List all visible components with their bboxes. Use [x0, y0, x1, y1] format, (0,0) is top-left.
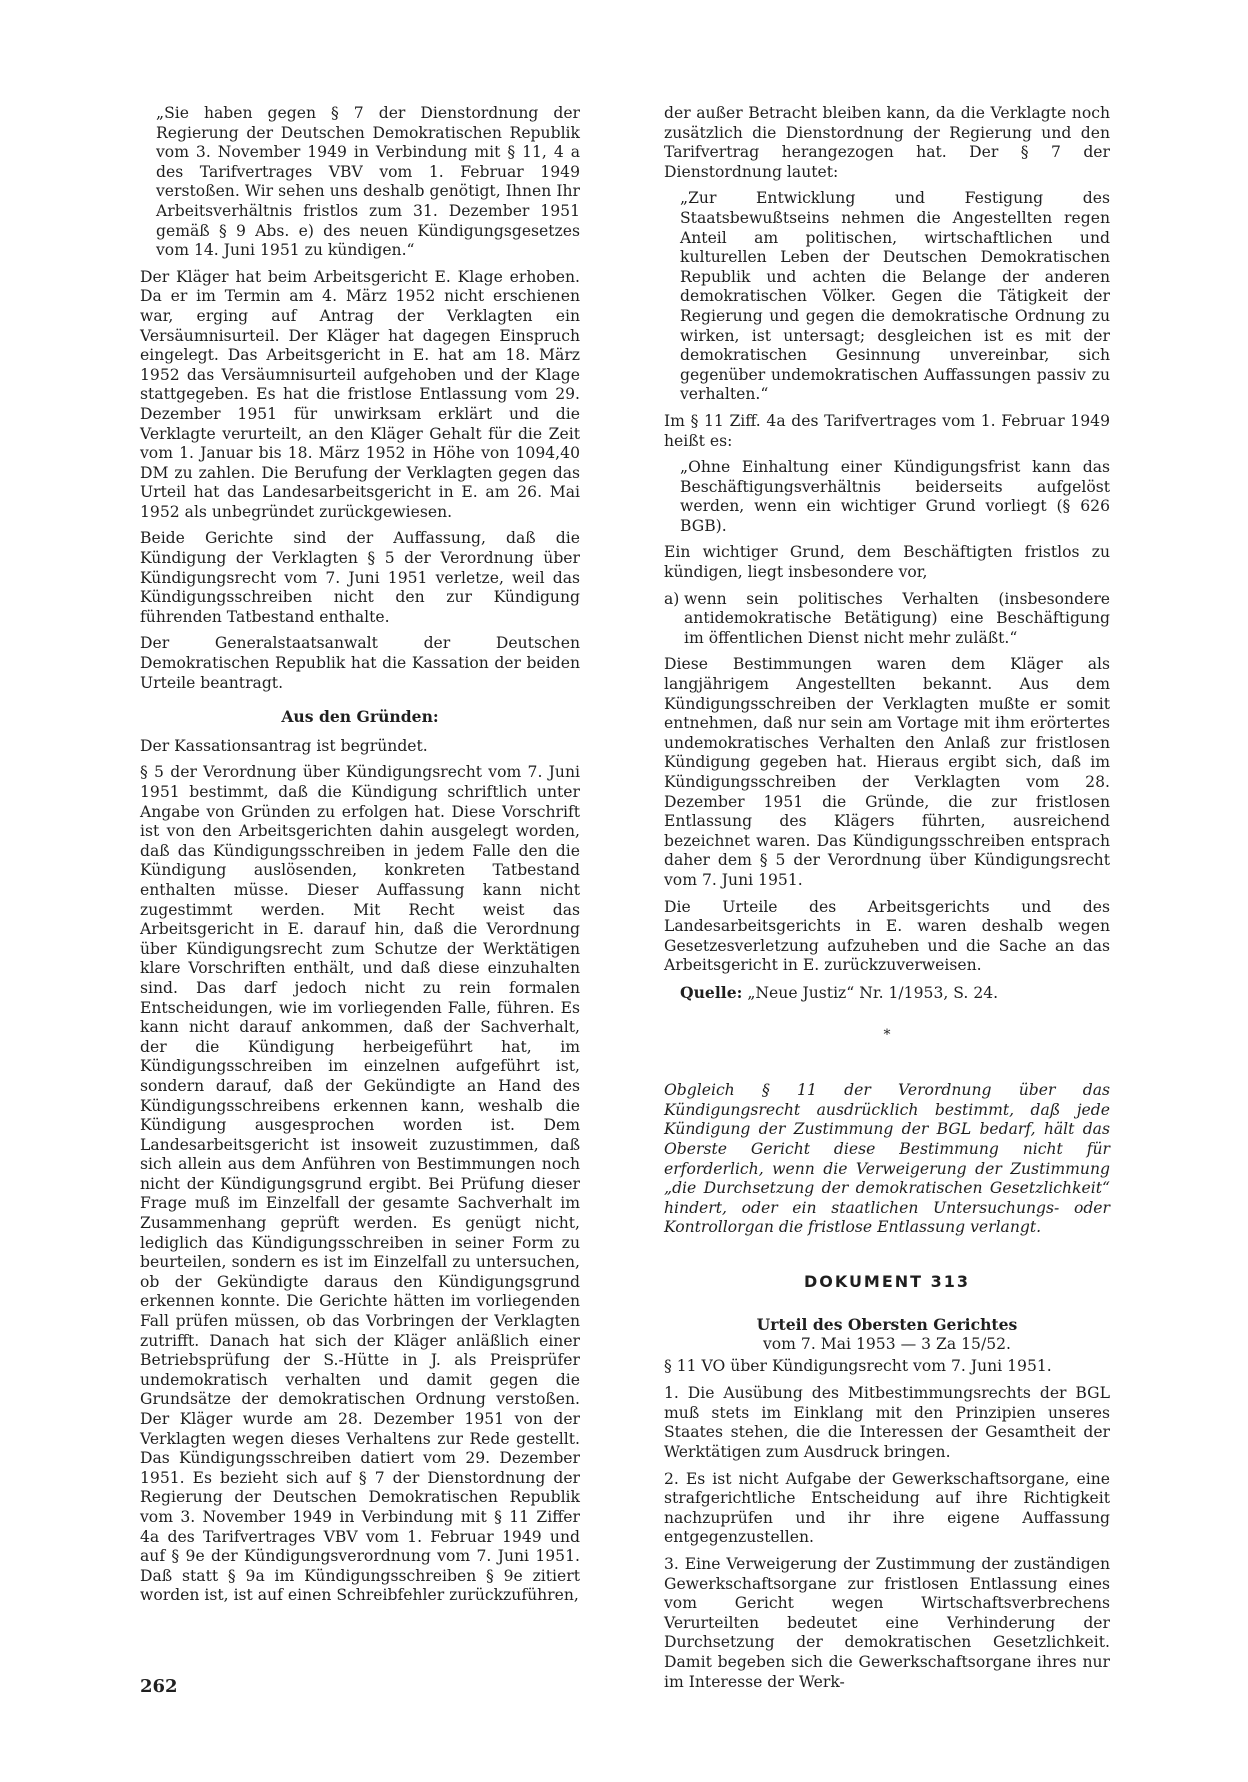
quoted-regulation: „Zur Entwicklung und Festigung des Staatsbewußtseins nehmen die Angestellten regen Anteil am politischen, wirtschaftlichen und kulturellen Leben der Deutschen Demokratischen Republik und achten die Belange der anderen demokratischen Völker. Gegen die Tätigkeit der Regierung und gegen die demokratische Ordnung zu wirken, ist untersagt; desgleichen ist es mit der demokratischen Gesinnung unvereinbar, sich gegenüber undemokratischen Auffassungen passiv zu verhalten.“ — [680, 189, 1110, 404]
numbered-paragraph: 1. Die Ausübung des Mitbestimmungsrechts der BGL muß stets im Einklang mit den Prinzipien unseres Staates stehen, die die Interessen der Gesamtheit der Werktätigen zum Ausdruck bringen. — [664, 1384, 1110, 1462]
left-column — [140, 104, 580, 1613]
paragraph: Der Kassationsantrag ist begründet. — [140, 736, 428, 755]
paragraph: Im § 11 Ziff. 4a des Tarifvertrages vom 1. Februar 1949 heißt es: — [664, 411, 1110, 450]
numbered-paragraph: 2. Es ist nicht Aufgabe der Gewerkschaftsorgane, eine strafgerichtliche Entscheidung auf ihre Richtigkeit nachzuprüfen und ihr ihre eigene Auffassung entgegenzustellen. — [664, 1469, 1110, 1547]
list-item-text: wenn sein politisches Verhalten (insbesondere antidemokratische Betätigung) eine Beschäftigung im öffentlichen Dienst nicht mehr zuläßt.“ — [684, 589, 1110, 647]
legal-reference: § 11 VO über Kündigungsrecht vom 7. Juni 1951. — [664, 1356, 1052, 1375]
list-item — [664, 590, 1110, 649]
paragraph: § 5 der Verordnung über Kündigungsrecht vom 7. Juni 1951 bestimmt, daß die Kündigung schriftlich unter Angabe von Gründen zu erfolgen hat. Diese Vorschrift ist von den Arbeitsgerichten dahin ausgelegt worden, daß das Kündigungsschreiben in jedem Falle den die Kündigung auslösenden, konkreten Tatbestand enthalten müsse. Dieser Auffassung kann nicht zugestimmt werden. Mit Recht weist das Arbeitsgericht in E. darauf hin, daß die Verordnung über Kündigungsrecht zum Schutze der Werktätigen klare Vorschriften enthält, und daß diese einzuhalten sind. Das darf jedoch nicht zu rein formalen Entscheidungen, wie im vorliegenden Falle, führen. Es kann nicht darauf ankommen, daß der Sachverhalt, der die Kündigung herbeigeführt hat, im Kündigungsschreiben im einzelnen aufgeführt ist, sondern darauf, daß der Gekündigte an Hand des Kündigungsschreibens erkennen kann, weshalb die Kündigung ausgesprochen worden ist. Dem Landesarbeitsgericht ist insoweit zuzustimmen, daß sich allein aus dem Anführen von Bestimmungen noch nicht der Kündigungsgrund ergibt. Bei Prüfung dieser Frage muß im Einzelfall der gesamte Sachverhalt im Zusammenhang geprüft werden. Es genügt nicht, lediglich das Kündigungsschreiben in seiner Form zu beurteilen, sondern es ist im Einzelfall zu untersuchen, ob der Gekündigte daraus den Kündigungsgrund erkennen konnte. Die Gerichte hätten im vorliegenden Fall prüfen müssen, ob das Vorbringen der Verklagten zutrifft. Danach hat sich der Kläger anläßlich einer Betriebsprüfung der S.-Hütte in J. als Preisprüfer undemokratisch verhalten und damit gegen die Grundsätze der demokratischen Ordnung verstoßen. Der Kläger wurde am 28. Dezember 1951 von der Verklagten wegen dieses Verhaltens zur Rede gestellt. Das Kündigungsschreiben datiert vom 29. Dezember 1951. Es bezieht sich auf § 7 der Dienstordnung der Regierung der Deutschen Demokratischen Republik vom 3. November 1949 in Verbindung mit § 11 Ziffer 4a des Tarifvertrages VBV vom 1. Februar 1949 und auf § 9e der Kündigungsverordnung vom 7. Juni 1951. Daß statt § 9a im Kündigungsschreiben § 9e zitiert worden ist, ist auf einen Schreibfehler zurückzuführen, — [140, 763, 580, 1605]
paragraph: Der Generalstaatsanwalt der Deutschen Demokratischen Republik hat die Kassation der beiden Urteile beantragt. — [140, 634, 580, 692]
paragraph: Beide Gerichte sind der Auffassung, daß die Kündigung der Verklagten § 5 der Verordnung über Kündigungsrecht vom 7. Juni 1951 verletze, weil das Kündigungsschreiben nicht den zur Kündigung führenden Tatbestand enthalte. — [140, 529, 580, 626]
section-heading: Aus den Gründen: — [281, 707, 439, 727]
section-separator: * — [883, 1026, 891, 1043]
editorial-note: Obgleich § 11 der Verordnung über das Kündigungsrecht ausdrücklich bestimmt, daß jede Kündigung der Zustimmung der BGL bedarf, hält das Oberste Gericht diese Bestimmung nicht für erforderlich, wenn die Verweigerung der Zustimmung „die Durchsetzung der demokratischen Gesetzlichkeit“ hindert, oder ein staatlichen Untersuchungs- oder Kontrollorgan die fristlose Entlassung verlangt. — [664, 1081, 1110, 1237]
source-label: Quelle: — [680, 982, 743, 1002]
numbered-paragraph: 3. Eine Verweigerung der Zustimmung der zuständigen Gewerkschaftsorgane zur fristlosen Entlassung eines vom Gericht wegen Wirtschaftsverbrechens Verurteilten bedeutet eine Verhinderung der Durchsetzung der demokratischen Gesetzlichkeit. Damit begeben sich die Gewerkschaftsorgane ihres nur im Interesse der Werk- — [664, 1555, 1110, 1691]
document-title: DOKUMENT 313 — [803, 1271, 971, 1291]
quoted-dismissal-letter: „Sie haben gegen § 7 der Dienstordnung der Regierung der Deutschen Demokratischen Republik vom 3. November 1949 in Verbindung mit § 11, 4 a des Tarifvertrages VBV vom 1. Februar 1949 verstoßen. Wir sehen uns deshalb genötigt, Ihnen Ihr Arbeitsverhältnis fristlos zum 31. Dezember 1951 gemäß § 9 Abs. e) des neuen Kündigungsgesetzes vom 14. Juni 1951 zu kündigen.“ — [156, 104, 580, 260]
right-column — [664, 104, 1110, 1699]
list-marker: a) — [664, 589, 680, 608]
paragraph: Diese Bestimmungen waren dem Kläger als langjährigem Angestellten bekannt. Aus dem Kündigungsschreiben der Verklagten mußte er somit entnehmen, daß nur sein am Vortage mit ihm erörtertes undemokratisches Verhalten den Anlaß zur fristlosen Kündigung gegeben hat. Hieraus ergibt sich, daß im Kündigungsschreiben der Verklagten vom 28. Dezember 1951 die Gründe, die zur fristlosen Entlassung des Klägers führten, ausreichend bezeichnet waren. Das Kündigungsschreiben entsprach daher dem § 5 der Verordnung über Kündigungsrecht vom 7. Juni 1951. — [664, 655, 1110, 889]
page-number: 262 — [140, 1676, 178, 1697]
quoted-tariff-clause: „Ohne Einhaltung einer Kündigungsfrist kann das Beschäftigungsverhältnis beiderseits aufgelöst werden, wenn ein wichtiger Grund vorliegt (§ 626 BGB). — [680, 458, 1110, 535]
verdict-date: vom 7. Mai 1953 — 3 Za 15/52. — [762, 1335, 1012, 1354]
paragraph: der außer Betracht bleiben kann, da die Verklagte noch zusätzlich die Dienstordnung der Regierung und den Tarifvertrag herangezogen hat. Der § 7 der Dienstordnung lautet: — [664, 104, 1110, 181]
verdict-title: Urteil des Obersten Gerichtes — [756, 1315, 1018, 1335]
paragraph: Ein wichtiger Grund, dem Beschäftigten fristlos zu kündigen, liegt insbesondere vor, — [664, 543, 1110, 582]
source-citation — [664, 983, 1110, 1004]
source-text: „Neue Justiz“ Nr. 1/1953, S. 24. — [742, 983, 999, 1002]
paragraph: Der Kläger hat beim Arbeitsgericht E. Klage erhoben. Da er im Termin am 4. März 1952 nicht erschienen war, erging auf Antrag der Verklagten ein Versäumnisurteil. Der Kläger hat dagegen Einspruch eingelegt. Das Arbeitsgericht in E. hat am 18. März 1952 das Versäumnisurteil aufgehoben und der Klage stattgegeben. Es hat die fristlose Entlassung vom 29. Dezember 1951 für unwirksam erklärt und die Verklagte verurteilt, an den Kläger Gehalt für die Zeit vom 1. Januar bis 18. März 1952 in Höhe von 1094,40 DM zu zahlen. Die Berufung der Verklagten gegen das Urteil hat das Landesarbeitsgericht in E. am 26. Mai 1952 als unbegründet zurückgewiesen. — [140, 267, 580, 521]
paragraph: Die Urteile des Arbeitsgerichts und des Landesarbeitsgerichts in E. waren deshalb wegen Gesetzesverletzung aufzuheben und die Sache an das Arbeitsgericht in E. zurückzuverweisen. — [664, 897, 1110, 975]
